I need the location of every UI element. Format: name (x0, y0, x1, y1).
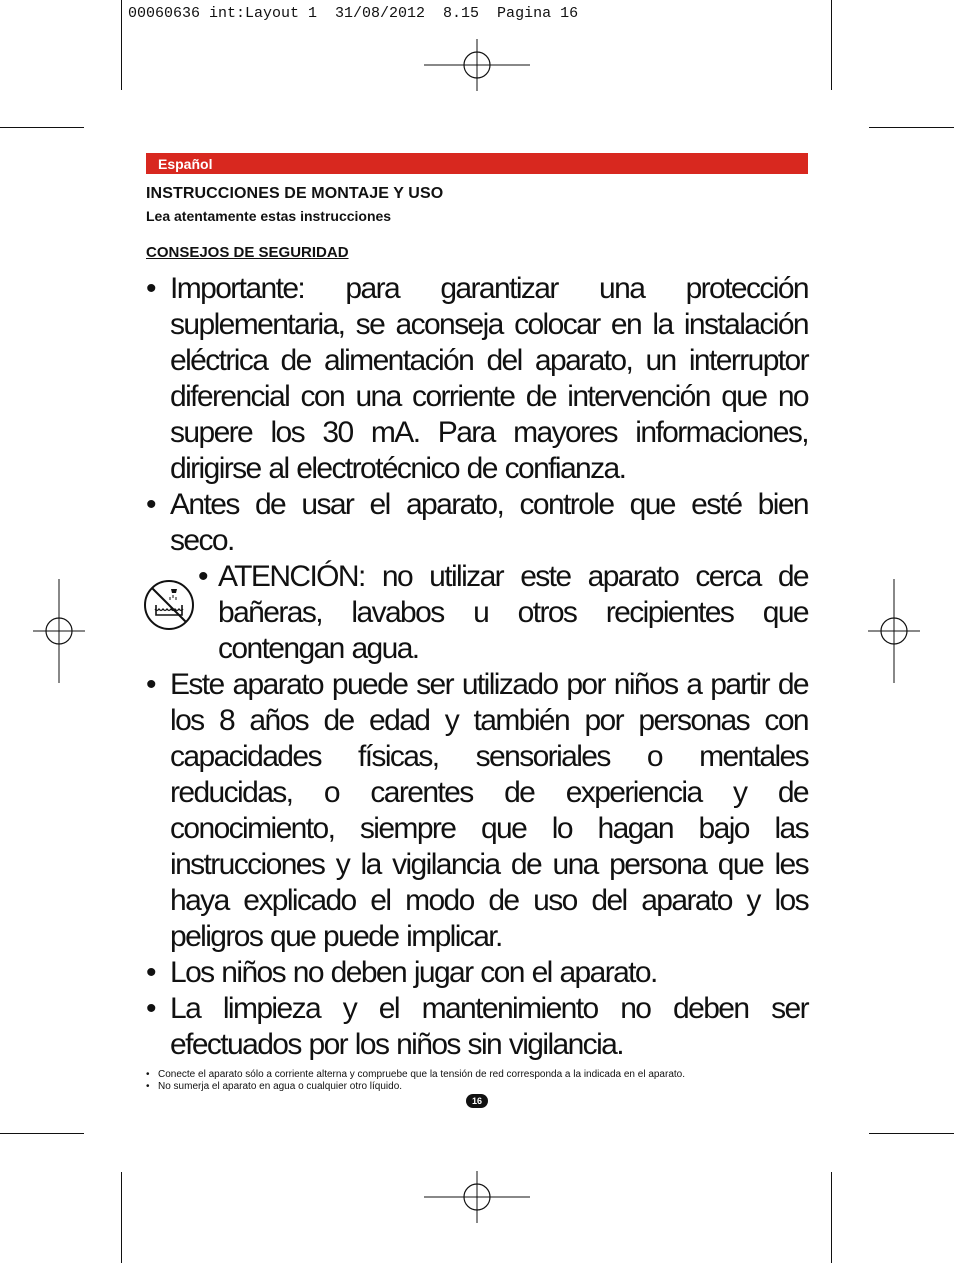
crop-mark (0, 127, 84, 128)
registration-mark-bottom (424, 1171, 530, 1223)
list-item: • Antes de usar el aparato, controle que esté bien seco. (146, 487, 808, 559)
crop-mark (831, 1172, 832, 1263)
footnote: • Conecte el aparato sólo a corriente alterna y compruebe que la tensión de red corresponda a la indicada en el aparato. (146, 1069, 786, 1081)
crop-mark (0, 1133, 84, 1134)
crop-mark (831, 0, 832, 90)
crop-mark (121, 1172, 122, 1263)
page-number: 16 (466, 1094, 488, 1108)
section-title: CONSEJOS DE SEGURIDAD (146, 244, 349, 261)
language-header: Español (146, 153, 808, 174)
footnote: • No sumerja el aparato en agua o cualquier otro líquido. (146, 1081, 786, 1093)
crop-mark (869, 127, 954, 128)
page-subtitle: Lea atentamente estas instrucciones (146, 208, 392, 224)
page-title: INSTRUCCIONES DE MONTAJE Y USO (146, 185, 444, 202)
list-item: • La limpieza y el mantenimiento no deben ser efectuados por los niños sin vigilancia. (146, 991, 808, 1063)
list-item-warning (146, 559, 808, 667)
registration-mark-left (33, 579, 85, 683)
crop-mark (869, 1133, 954, 1134)
safety-list (146, 271, 808, 1063)
print-slug: 00060636 int:Layout 1 31/08/2012 8.15 Pagina 16 (128, 5, 579, 22)
no-water-bath-icon (143, 579, 195, 631)
list-item: • Importante: para garantizar una protección suplementaria, se aconseja colocar en la instalación eléctrica de alimentación del aparato, un interruptor diferencial con una corriente de intervención que no supere los 30 mA. Para mayores informaciones, dirigirse al electrotécnico de confianza. (146, 271, 808, 487)
warning-text: ATENCIÓN: no utilizar este aparato cerca de bañeras, lavabos u otros recipientes que contengan agua. (218, 560, 808, 665)
crop-mark (121, 0, 122, 90)
registration-mark-right (868, 579, 920, 683)
registration-mark-top (424, 39, 530, 91)
footnotes (146, 1069, 786, 1093)
list-item: • Los niños no deben jugar con el aparato. (146, 955, 808, 991)
list-item: • Este aparato puede ser utilizado por niños a partir de los 8 años de edad y también por personas con capacidades físicas, sensoriales o mentales reducidas, o carentes de experiencia y de conocimiento, siempre que lo hagan bajo las instrucciones y la vigilancia de una persona que les haya explicado el modo de uso del aparato y los peligros que puede implicar. (146, 667, 808, 955)
